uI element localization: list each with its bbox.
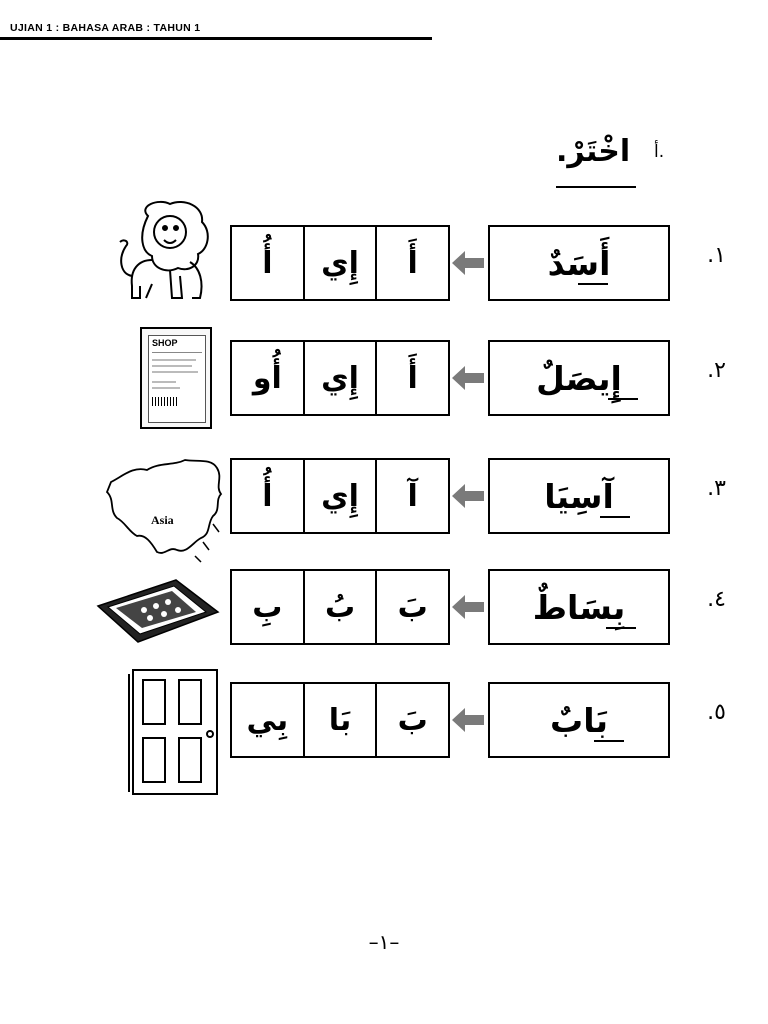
receipt-paper <box>148 335 206 423</box>
question-row-5 <box>0 682 768 762</box>
target-word-box <box>488 340 670 416</box>
section-underline <box>556 186 636 188</box>
left-arrow-icon <box>452 251 484 275</box>
option-cell[interactable] <box>375 342 448 414</box>
option-text: إِي <box>321 360 359 396</box>
prayer-carpet-image <box>94 574 222 646</box>
option-text: أَ <box>407 360 418 396</box>
options-group <box>230 458 450 534</box>
receipt-image <box>140 327 212 429</box>
option-cell[interactable] <box>303 684 376 756</box>
word-underline <box>608 398 638 400</box>
options-group <box>230 569 450 645</box>
asia-map-image <box>103 452 225 570</box>
options-group <box>230 225 450 301</box>
question-number: ١. <box>707 243 726 268</box>
question-number: ٥. <box>707 700 726 725</box>
target-word: آسِيَا <box>544 476 614 516</box>
section-instruction: اخْتَرْ. <box>556 134 631 169</box>
option-text: أَ <box>407 245 418 281</box>
option-cell[interactable] <box>232 460 303 532</box>
target-word: إِيصَلٌ <box>536 358 622 398</box>
target-word: أَسَدٌ <box>547 243 611 283</box>
option-cell[interactable] <box>232 571 303 643</box>
left-arrow-icon <box>452 366 484 390</box>
word-underline <box>606 627 636 629</box>
exam-header: UJIAN 1 : BAHASA ARAB : TAHUN 1 <box>10 22 201 34</box>
option-text: أُ <box>262 478 273 514</box>
option-text: بَا <box>328 702 352 738</box>
option-text: بِي <box>246 702 289 738</box>
target-word-box <box>488 458 670 534</box>
option-text: بِ <box>252 589 283 625</box>
option-text: أُو <box>252 360 282 396</box>
option-cell[interactable] <box>303 460 376 532</box>
question-number: ٤. <box>707 587 726 612</box>
option-cell[interactable] <box>375 571 448 643</box>
option-cell[interactable] <box>303 571 376 643</box>
option-cell[interactable] <box>303 227 376 299</box>
left-arrow-icon <box>452 708 484 732</box>
option-text: أُ <box>262 245 273 281</box>
door-image <box>127 668 221 798</box>
options-group <box>230 340 450 416</box>
word-underline <box>600 516 630 518</box>
word-underline <box>594 740 624 742</box>
target-word-box <box>488 569 670 645</box>
header-rule <box>0 37 432 40</box>
target-word: بَابٌ <box>550 700 608 740</box>
page-number: –١– <box>368 930 400 954</box>
left-arrow-icon <box>452 484 484 508</box>
option-cell[interactable] <box>375 227 448 299</box>
target-word: بِسَاطٌ <box>532 587 626 627</box>
barcode-icon <box>152 397 178 406</box>
option-text: آ <box>407 478 418 514</box>
target-word-box <box>488 682 670 758</box>
option-cell[interactable] <box>375 684 448 756</box>
receipt-title: SHOP <box>152 338 178 348</box>
option-text: بَ <box>397 702 428 738</box>
left-arrow-icon <box>452 595 484 619</box>
lion-icon <box>108 198 220 310</box>
option-text: إِي <box>321 478 359 514</box>
map-label: Asia <box>151 513 174 527</box>
question-row-2 <box>0 340 768 420</box>
option-text: بَ <box>397 589 428 625</box>
option-cell[interactable] <box>232 227 303 299</box>
option-cell[interactable] <box>232 684 303 756</box>
option-cell[interactable] <box>375 460 448 532</box>
option-cell[interactable] <box>232 342 303 414</box>
option-text: إِي <box>321 245 359 281</box>
word-underline <box>578 283 608 285</box>
section-letter: أ. <box>654 142 665 162</box>
option-cell[interactable] <box>303 342 376 414</box>
options-group <box>230 682 450 758</box>
option-text: بُ <box>324 589 356 625</box>
question-number: ٣. <box>707 476 726 501</box>
question-number: ٢. <box>707 358 726 383</box>
target-word-box <box>488 225 670 301</box>
